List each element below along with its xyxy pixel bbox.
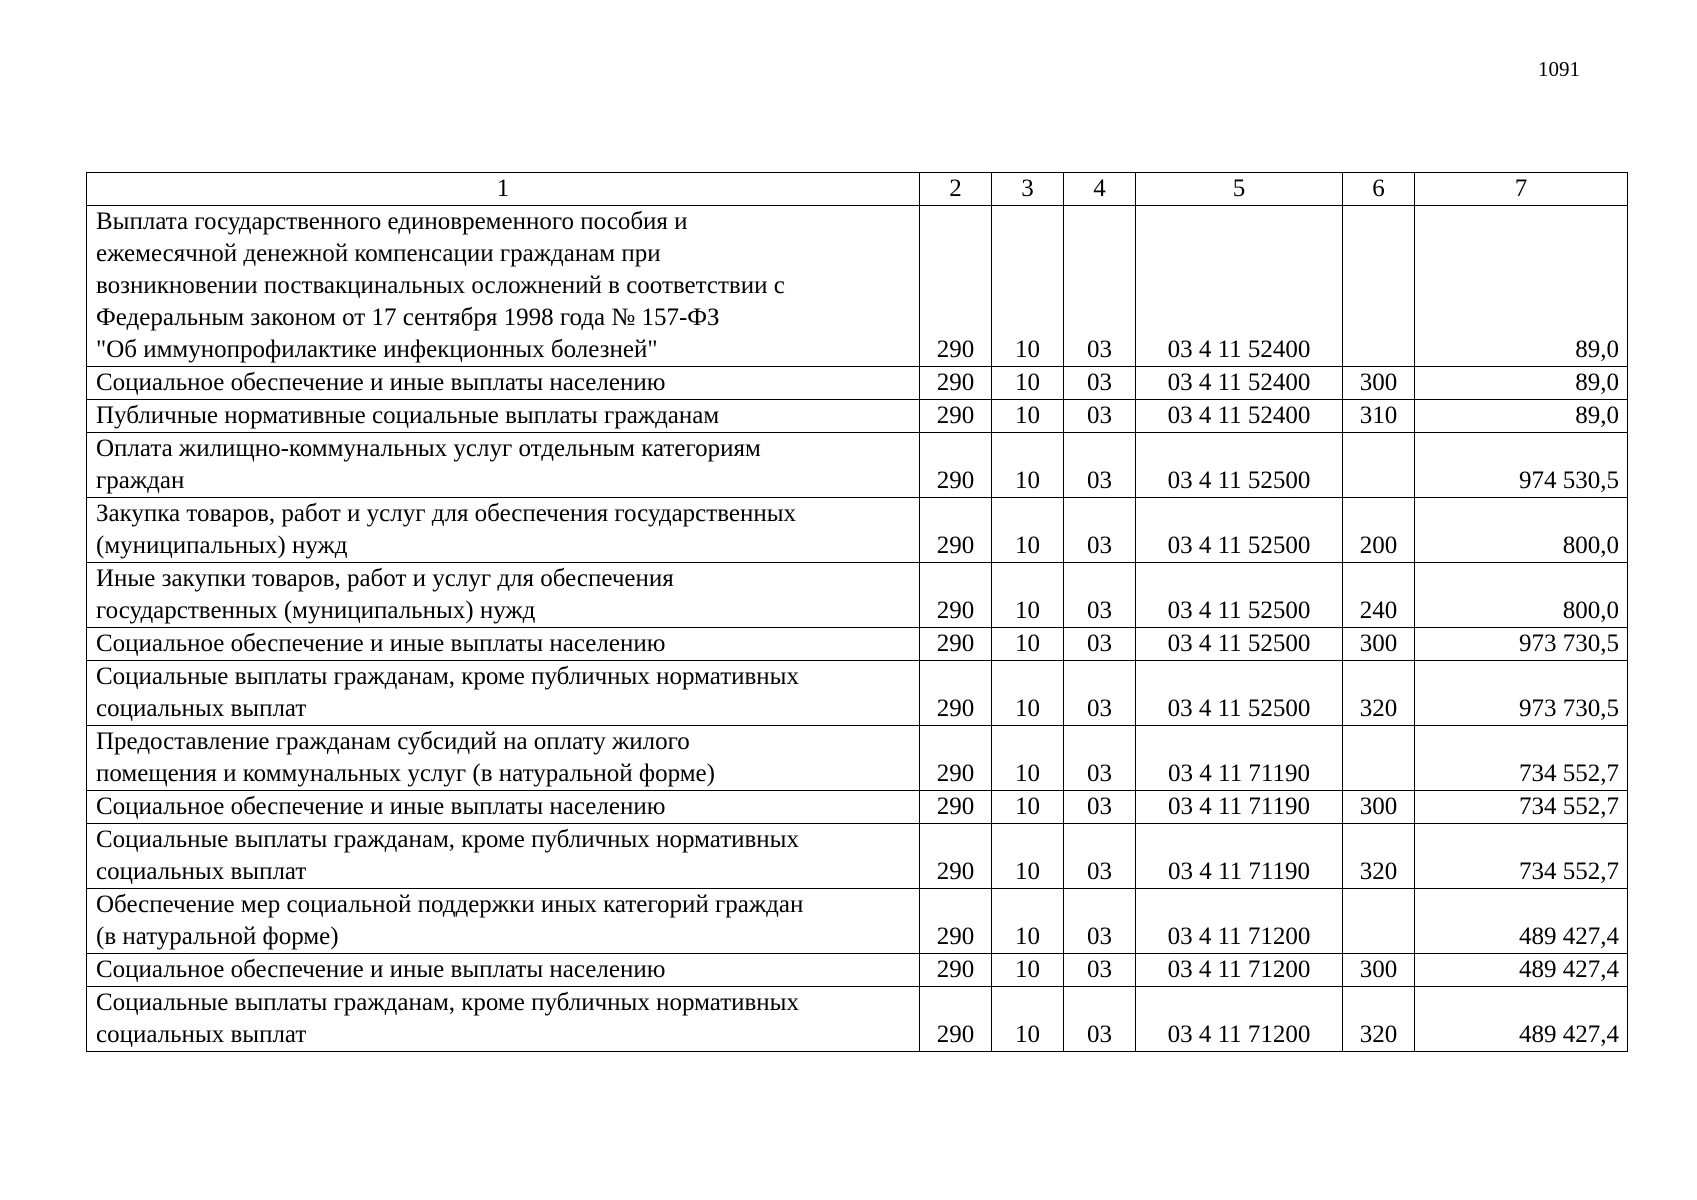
cell-pr: 03 xyxy=(1064,563,1136,628)
cell-section: 290 xyxy=(920,954,992,987)
table-row xyxy=(87,433,1628,498)
cell-name xyxy=(87,367,920,400)
table-row xyxy=(87,206,1628,367)
cell-target-code: 03 4 11 71190 xyxy=(1136,726,1343,791)
cell-name xyxy=(87,400,920,433)
cell-name-line: Предоставление гражданам субсидий на оплату жилого xyxy=(96,728,690,755)
cell-name-line: Социальное обеспечение и иные выплаты населению xyxy=(96,793,666,820)
cell-section: 290 xyxy=(920,498,992,563)
cell-expense-type: 240 xyxy=(1343,563,1415,628)
cell-rz: 10 xyxy=(992,628,1064,661)
table-row xyxy=(87,824,1628,889)
cell-name-line: Оплата жилищно-коммунальных услуг отдельным категориям xyxy=(96,435,761,462)
cell-pr: 03 xyxy=(1064,791,1136,824)
cell-pr: 03 xyxy=(1064,824,1136,889)
header-cell-6: 6 xyxy=(1343,173,1415,206)
table-row xyxy=(87,791,1628,824)
cell-pr: 03 xyxy=(1064,433,1136,498)
header-cell-5: 5 xyxy=(1136,173,1343,206)
cell-name xyxy=(87,987,920,1052)
cell-pr: 03 xyxy=(1064,889,1136,954)
cell-pr: 03 xyxy=(1064,954,1136,987)
cell-pr: 03 xyxy=(1064,498,1136,563)
cell-expense-type xyxy=(1343,726,1415,791)
cell-rz: 10 xyxy=(992,367,1064,400)
table-row xyxy=(87,367,1628,400)
cell-amount: 973 730,5 xyxy=(1415,661,1628,726)
table-row xyxy=(87,726,1628,791)
cell-rz: 10 xyxy=(992,563,1064,628)
cell-expense-type: 200 xyxy=(1343,498,1415,563)
cell-name-line: граждан xyxy=(96,467,185,494)
budget-table xyxy=(86,172,1628,1052)
cell-target-code: 03 4 11 71200 xyxy=(1136,954,1343,987)
cell-rz: 10 xyxy=(992,954,1064,987)
cell-name xyxy=(87,954,920,987)
cell-pr: 03 xyxy=(1064,367,1136,400)
cell-section: 290 xyxy=(920,824,992,889)
cell-name-line: Социальное обеспечение и иные выплаты населению xyxy=(96,369,666,396)
cell-section: 290 xyxy=(920,563,992,628)
cell-target-code: 03 4 11 71200 xyxy=(1136,889,1343,954)
cell-rz: 10 xyxy=(992,824,1064,889)
header-cell-1: 1 xyxy=(87,173,920,206)
cell-pr: 03 xyxy=(1064,661,1136,726)
header-cell-3: 3 xyxy=(992,173,1064,206)
cell-target-code: 03 4 11 52400 xyxy=(1136,367,1343,400)
cell-name-line: возникновении поствакцинальных осложнений в соответствии с xyxy=(96,272,785,299)
cell-name-line: Закупка товаров, работ и услуг для обеспечения государственных xyxy=(96,500,797,527)
cell-name-line: государственных (муниципальных) нужд xyxy=(96,597,536,624)
cell-name xyxy=(87,661,920,726)
cell-name xyxy=(87,824,920,889)
cell-name-line: Социальные выплаты гражданам, кроме публичных нормативных xyxy=(96,989,799,1016)
cell-target-code: 03 4 11 52500 xyxy=(1136,661,1343,726)
cell-name xyxy=(87,498,920,563)
cell-rz: 10 xyxy=(992,433,1064,498)
cell-expense-type: 320 xyxy=(1343,661,1415,726)
cell-name xyxy=(87,791,920,824)
cell-name-line: Публичные нормативные социальные выплаты гражданам xyxy=(96,402,720,429)
header-cell-7: 7 xyxy=(1415,173,1628,206)
page-number: 1091 xyxy=(1538,57,1580,81)
cell-section: 290 xyxy=(920,628,992,661)
cell-rz: 10 xyxy=(992,726,1064,791)
table-row xyxy=(87,987,1628,1052)
cell-section: 290 xyxy=(920,661,992,726)
cell-target-code: 03 4 11 52500 xyxy=(1136,563,1343,628)
cell-amount: 489 427,4 xyxy=(1415,954,1628,987)
cell-section: 290 xyxy=(920,726,992,791)
cell-name-line: Социальные выплаты гражданам, кроме публичных нормативных xyxy=(96,663,799,690)
header-row xyxy=(87,173,1628,206)
cell-amount: 974 530,5 xyxy=(1415,433,1628,498)
cell-name-line: социальных выплат xyxy=(96,858,307,885)
cell-expense-type xyxy=(1343,889,1415,954)
cell-name-line: помещения и коммунальных услуг (в натуральной форме) xyxy=(96,760,715,787)
cell-rz: 10 xyxy=(992,400,1064,433)
cell-pr: 03 xyxy=(1064,628,1136,661)
cell-name-line: Обеспечение мер социальной поддержки иных категорий граждан xyxy=(96,891,804,918)
table-row xyxy=(87,889,1628,954)
table-row xyxy=(87,661,1628,726)
cell-name-line: Иные закупки товаров, работ и услуг для обеспечения xyxy=(96,565,674,592)
cell-pr: 03 xyxy=(1064,400,1136,433)
cell-amount: 89,0 xyxy=(1415,367,1628,400)
cell-name xyxy=(87,889,920,954)
cell-name-line: социальных выплат xyxy=(96,1021,307,1048)
header-cell-2: 2 xyxy=(920,173,992,206)
cell-rz: 10 xyxy=(992,791,1064,824)
cell-section: 290 xyxy=(920,206,992,367)
cell-target-code: 03 4 11 52400 xyxy=(1136,206,1343,367)
cell-expense-type: 300 xyxy=(1343,954,1415,987)
cell-section: 290 xyxy=(920,889,992,954)
cell-name xyxy=(87,628,920,661)
cell-rz: 10 xyxy=(992,498,1064,563)
header-cell-4: 4 xyxy=(1064,173,1136,206)
cell-amount: 89,0 xyxy=(1415,400,1628,433)
cell-section: 290 xyxy=(920,791,992,824)
cell-expense-type: 320 xyxy=(1343,824,1415,889)
cell-target-code: 03 4 11 71190 xyxy=(1136,791,1343,824)
cell-name-line: Выплата государственного единовременного пособия и xyxy=(96,208,688,235)
cell-amount: 734 552,7 xyxy=(1415,824,1628,889)
cell-expense-type: 310 xyxy=(1343,400,1415,433)
cell-amount: 800,0 xyxy=(1415,498,1628,563)
cell-pr: 03 xyxy=(1064,726,1136,791)
cell-name xyxy=(87,726,920,791)
cell-rz: 10 xyxy=(992,889,1064,954)
cell-target-code: 03 4 11 71190 xyxy=(1136,824,1343,889)
cell-expense-type: 300 xyxy=(1343,367,1415,400)
cell-name-line: (в натуральной форме) xyxy=(96,923,339,950)
cell-target-code: 03 4 11 52500 xyxy=(1136,628,1343,661)
cell-target-code: 03 4 11 52400 xyxy=(1136,400,1343,433)
cell-name-line: Федеральным законом от 17 сентября 1998 года № 157-ФЗ xyxy=(96,304,720,331)
cell-section: 290 xyxy=(920,400,992,433)
table-row xyxy=(87,954,1628,987)
table-row xyxy=(87,628,1628,661)
cell-pr: 03 xyxy=(1064,206,1136,367)
cell-expense-type: 300 xyxy=(1343,628,1415,661)
cell-name xyxy=(87,433,920,498)
cell-name xyxy=(87,206,920,367)
cell-amount: 973 730,5 xyxy=(1415,628,1628,661)
cell-amount: 89,0 xyxy=(1415,206,1628,367)
cell-name-line: Социальные выплаты гражданам, кроме публичных нормативных xyxy=(96,826,799,853)
cell-name-line: социальных выплат xyxy=(96,695,307,722)
cell-name-line: Социальное обеспечение и иные выплаты населению xyxy=(96,630,666,657)
cell-name-line: ежемесячной денежной компенсации гражданам при xyxy=(96,240,661,267)
table-row xyxy=(87,563,1628,628)
cell-amount: 800,0 xyxy=(1415,563,1628,628)
cell-name-line: (муниципальных) нужд xyxy=(96,532,348,559)
cell-rz: 10 xyxy=(992,987,1064,1052)
cell-pr: 03 xyxy=(1064,987,1136,1052)
cell-name-line: Социальное обеспечение и иные выплаты населению xyxy=(96,956,666,983)
table-row xyxy=(87,498,1628,563)
table-row xyxy=(87,400,1628,433)
cell-amount: 734 552,7 xyxy=(1415,791,1628,824)
cell-target-code: 03 4 11 52500 xyxy=(1136,433,1343,498)
cell-section: 290 xyxy=(920,367,992,400)
cell-expense-type xyxy=(1343,433,1415,498)
cell-expense-type: 300 xyxy=(1343,791,1415,824)
cell-section: 290 xyxy=(920,987,992,1052)
cell-rz: 10 xyxy=(992,661,1064,726)
cell-target-code: 03 4 11 71200 xyxy=(1136,987,1343,1052)
cell-expense-type: 320 xyxy=(1343,987,1415,1052)
cell-expense-type xyxy=(1343,206,1415,367)
cell-name-line: "Об иммунопрофилактике инфекционных болезней" xyxy=(96,336,658,363)
cell-amount: 489 427,4 xyxy=(1415,889,1628,954)
cell-section: 290 xyxy=(920,433,992,498)
cell-rz: 10 xyxy=(992,206,1064,367)
cell-target-code: 03 4 11 52500 xyxy=(1136,498,1343,563)
table-body xyxy=(87,206,1628,1052)
cell-amount: 489 427,4 xyxy=(1415,987,1628,1052)
cell-amount: 734 552,7 xyxy=(1415,726,1628,791)
cell-name xyxy=(87,563,920,628)
